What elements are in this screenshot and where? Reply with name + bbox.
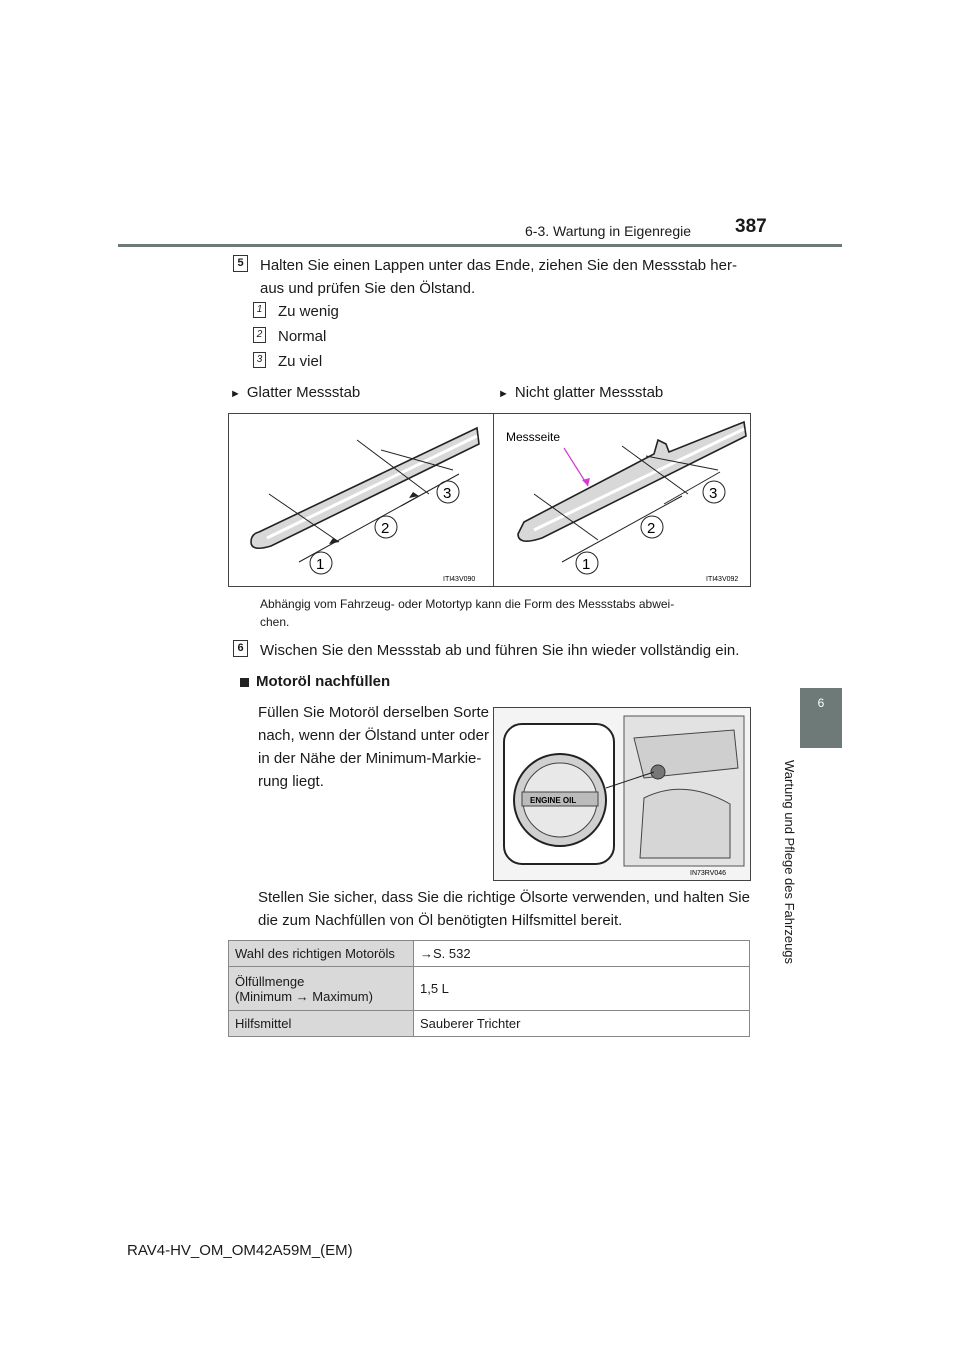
table-value: →S. 532 xyxy=(414,941,750,967)
cap-label: ENGINE OIL xyxy=(530,796,577,805)
engine-oil-cap-illustration xyxy=(494,708,750,880)
textured-dipstick-figure xyxy=(493,413,751,587)
smooth-dipstick-illustration xyxy=(229,414,493,586)
table-row xyxy=(229,967,750,1011)
refill-para-line-3: in der Nähe der Minimum-Markie- xyxy=(258,750,482,767)
refill-para2-line-1: Stellen Sie sicher, dass Sie die richtige Ölsorte verwenden, und halten Sie xyxy=(258,889,750,906)
footer-model-code: RAV4-HV_OM_OM42A59M_(EM) xyxy=(127,1242,353,1259)
triangle-bullet-icon: ► xyxy=(230,388,241,400)
refill-para-line-4: rung liegt. xyxy=(258,773,324,790)
smooth-dipstick-figure xyxy=(228,413,494,587)
item-2-label: Normal xyxy=(278,328,327,345)
callout-3: 3 xyxy=(709,485,718,502)
note-line-2: chen. xyxy=(260,615,290,629)
triangle-bullet-icon: ► xyxy=(498,388,509,400)
chapter-number: 6 xyxy=(817,696,825,710)
step-5-text-2: aus und prüfen Sie den Ölstand. xyxy=(260,280,476,297)
step-6-text: Wischen Sie den Messstab ab und führen Sie ihn wieder vollständig ein. xyxy=(260,642,740,659)
header-rule xyxy=(118,244,842,247)
figure-code: ITI43V090 xyxy=(443,576,476,583)
refill-para2-line-2: die zum Nachfüllen von Öl benötigten Hilfsmittel bereit. xyxy=(258,912,623,929)
note-line-1: Abhängig vom Fahrzeug- oder Motortyp kann die Form des Messstabs abwei- xyxy=(260,597,675,611)
figure-code: IN73RV046 xyxy=(690,870,727,877)
callout-1: 1 xyxy=(582,556,591,573)
callout-2: 2 xyxy=(381,520,390,537)
refill-para-line-2: nach, wenn der Ölstand unter oder xyxy=(258,727,489,744)
item-2-marker: 2 xyxy=(253,327,266,343)
item-3-label: Zu viel xyxy=(278,353,323,370)
step-6-marker: 6 xyxy=(233,640,248,657)
figure-code: ITI43V092 xyxy=(706,576,739,583)
item-3-marker: 3 xyxy=(253,352,266,368)
table-row xyxy=(229,1011,750,1037)
chapter-title: Wartung und Pflege des Fahrzeugs xyxy=(782,760,797,965)
section-title: 6-3. Wartung in Eigenregie xyxy=(525,223,692,239)
table-label-line-2: (Minimum → Maximum) xyxy=(235,988,373,1004)
callout-1: 1 xyxy=(316,556,325,573)
right-figure-caption: ► Nicht glatter Messstab xyxy=(498,384,664,401)
step-5-marker: 5 xyxy=(233,255,248,272)
table-label-line-1: Ölfüllmenge xyxy=(235,973,305,989)
table-row xyxy=(229,941,750,967)
heading-square-icon xyxy=(240,678,249,687)
table-label: Hilfsmittel xyxy=(229,1011,414,1037)
refill-heading: Motoröl nachfüllen xyxy=(256,673,391,690)
measure-side-label: Messseite xyxy=(506,430,561,444)
table-label: Wahl des richtigen Motoröls xyxy=(229,941,414,967)
left-figure-caption: ► Glatter Messstab xyxy=(230,384,361,401)
callout-2: 2 xyxy=(647,520,656,537)
page-number: 387 xyxy=(735,216,767,237)
engine-oil-cap-figure xyxy=(493,707,751,881)
table-value: Sauberer Trichter xyxy=(414,1011,750,1037)
item-1-label: Zu wenig xyxy=(278,303,339,320)
step-5-text-1: Halten Sie einen Lappen unter das Ende, ziehen Sie den Messstab her- xyxy=(260,257,737,274)
oil-info-table xyxy=(228,940,750,1037)
table-value: 1,5 L xyxy=(414,967,750,1011)
table-label xyxy=(229,967,414,1011)
item-1-marker: 1 xyxy=(253,302,266,318)
refill-para-line-1: Füllen Sie Motoröl derselben Sorte xyxy=(258,704,489,721)
textured-dipstick-illustration xyxy=(494,414,750,586)
callout-3: 3 xyxy=(443,485,452,502)
